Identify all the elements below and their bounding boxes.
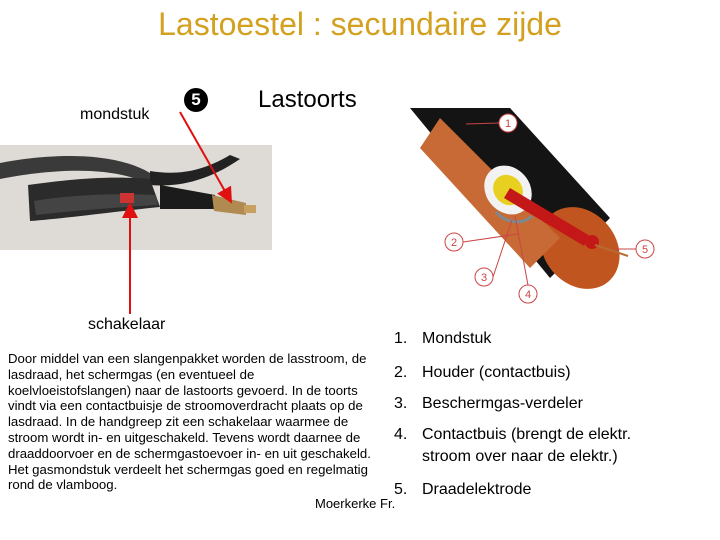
- description-text: Door middel van een slangenpakket worden de lasstroom, de lasdraad, het schermgas (en eventueel de koelvloeistofslangen) naar de lastoorts gevoerd. In de toorts vindt via een contactbuisje de stroomoverdracht plaats op de lasdraad. In de handgreep zit een schakelaar waarmee de stroom wordt in- en uitgeschakeld. Tevens wordt daarnee de draaddoorvoer en de schermgastoevoer in- en uit geschakeld. Het gasmondstuk verdeelt het schermgas goed en regelmatig rond de vlamboog.: [8, 351, 371, 493]
- torch-cutaway-diagram: [400, 108, 670, 308]
- lastoorts-label: Lastoorts: [258, 86, 357, 113]
- callout-1: 1: [504, 118, 512, 130]
- callout-4: 4: [524, 289, 532, 301]
- callout-3: 3: [480, 272, 488, 284]
- callout-2: 2: [450, 237, 458, 249]
- cutaway-illustration: [400, 108, 670, 308]
- list-item: 4. Contactbuis (brengt de elektr. stroom over naar de elektr.): [394, 426, 632, 465]
- list-item: 3. Beschermgas-verdeler: [394, 395, 583, 412]
- callout-5: 5: [641, 244, 649, 256]
- page-title: Lastoestel : secundaire zijde: [158, 6, 562, 42]
- welding-torch-photo: [0, 145, 272, 250]
- list-item: 1. Mondstuk: [394, 330, 492, 347]
- welding-torch-illustration: [0, 145, 272, 250]
- list-item: 5. Draadelektrode: [394, 481, 532, 498]
- mondstuk-label: mondstuk: [80, 106, 150, 123]
- schakelaar-label: schakelaar: [88, 316, 166, 333]
- list-item: 2. Houder (contactbuis): [394, 364, 571, 381]
- author-footer: Moerkerke Fr.: [315, 496, 396, 511]
- step-number-badge: 5: [184, 88, 208, 112]
